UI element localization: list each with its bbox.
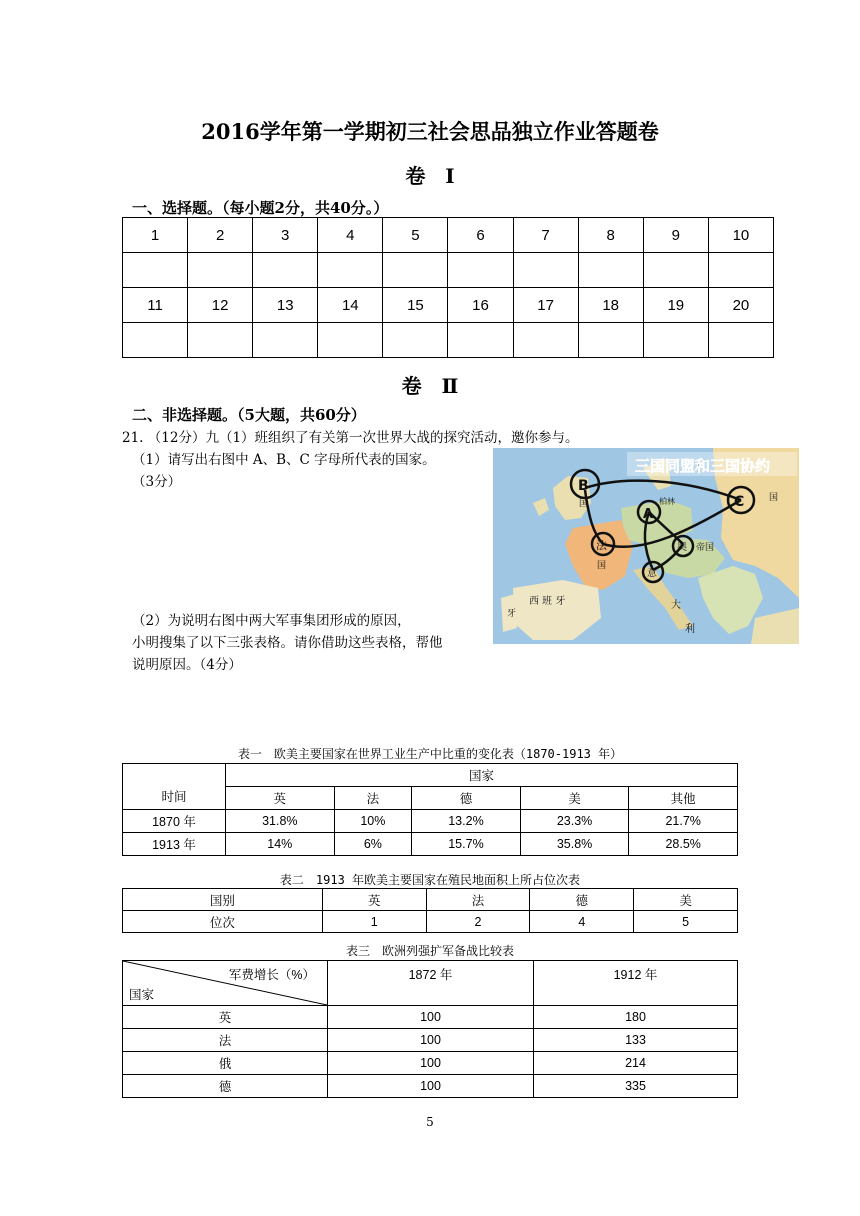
table-row: [123, 889, 738, 911]
table3: [122, 960, 738, 1098]
table-row: [123, 1052, 738, 1075]
table3-cell: 法: [123, 1029, 328, 1052]
answer-cell[interactable]: [123, 323, 188, 358]
question-21-part2-line1: （2）为说明右图中两大军事集团形成的原因，: [132, 613, 411, 629]
answer-number-row: [123, 218, 774, 253]
table3-diag-top: 军费增长（%）: [228, 968, 315, 982]
answer-cell[interactable]: [383, 323, 448, 358]
answer-number: 5: [383, 218, 448, 253]
table3-caption: 表三 欧洲列强扩军备战比较表: [345, 944, 514, 958]
answer-cell[interactable]: [643, 253, 708, 288]
table1-country: 其他: [629, 787, 738, 810]
label-spain: 西 班 牙: [529, 596, 566, 607]
answer-cell[interactable]: [448, 323, 513, 358]
table3-cell: 133: [534, 1029, 738, 1052]
table2-cell: 2: [426, 911, 530, 933]
table1-value: 23.3%: [520, 810, 629, 833]
table2-cell: 1: [322, 911, 426, 933]
section-1-heading: 一、选择题。（每小题2分，共40分。）: [132, 199, 389, 217]
answer-cell[interactable]: [513, 253, 578, 288]
map-title: 三国同盟和三国协约: [635, 457, 771, 475]
label-empire: 帝国: [696, 543, 715, 553]
table3-year: 1872 年: [328, 961, 534, 1006]
answer-blank-row: [123, 323, 774, 358]
table-row: [123, 1029, 738, 1052]
table2: [122, 888, 738, 933]
table1-value: 14%: [226, 833, 335, 856]
answer-area-part2[interactable]: [122, 680, 738, 742]
label-russia-guo: 国: [769, 493, 779, 503]
volume-1-heading: 卷 Ⅰ: [405, 164, 455, 188]
answer-cell[interactable]: [318, 323, 383, 358]
answer-cell[interactable]: [643, 323, 708, 358]
answer-cell[interactable]: [123, 253, 188, 288]
answer-cell[interactable]: [513, 323, 578, 358]
answer-cell[interactable]: [578, 323, 643, 358]
label-berlin: 柏林: [659, 497, 675, 506]
question-21-intro: 21. （12分）九（1）班组织了有关第一次世界大战的探究活动，邀你参与。: [122, 430, 579, 446]
table1-country: 德: [412, 787, 521, 810]
answer-cell[interactable]: [318, 253, 383, 288]
section-2-heading: 二、非选择题。（5大题，共60分）: [132, 406, 366, 424]
label-da: 大: [671, 600, 681, 611]
table3-cell: 德: [123, 1075, 328, 1098]
answer-cell[interactable]: [708, 253, 773, 288]
table3-cell: 100: [328, 1006, 534, 1029]
table2-cell: 位次: [123, 911, 323, 933]
table3-cell: 100: [328, 1029, 534, 1052]
table1-country: 法: [334, 787, 412, 810]
answer-number: 7: [513, 218, 578, 253]
label-ao: 奥: [677, 542, 687, 553]
answer-number: 19: [643, 288, 708, 323]
answer-number: 15: [383, 288, 448, 323]
table1-country-header: 国家: [226, 764, 738, 787]
answer-cell[interactable]: [253, 253, 318, 288]
question-21-part2-line2: 小明搜集了以下三张表格。请你借助这些表格，帮他: [132, 635, 443, 651]
table-row: [123, 833, 738, 856]
label-b: B: [578, 478, 589, 494]
answer-number: 9: [643, 218, 708, 253]
table3-cell: 180: [534, 1006, 738, 1029]
answer-cell[interactable]: [383, 253, 448, 288]
answer-number: 11: [123, 288, 188, 323]
question-21-part1: （1）请写出右图中 A、B、C 字母所代表的国家。: [132, 452, 436, 468]
table2-caption: 表二 1913 年欧美主要国家在殖民地面积上所占位次表: [279, 873, 581, 887]
answer-cell[interactable]: [708, 323, 773, 358]
page-number: 5: [426, 1115, 434, 1129]
answer-area-part1[interactable]: [132, 494, 482, 604]
table3-cell: 100: [328, 1075, 534, 1098]
label-a: A: [643, 507, 654, 522]
table-row: [123, 911, 738, 933]
answer-number-row: [123, 288, 774, 323]
table3-cell: 335: [534, 1075, 738, 1098]
table2-cell: 国别: [123, 889, 323, 911]
table2-cell: 德: [530, 889, 634, 911]
table1-value: 13.2%: [412, 810, 521, 833]
table3-cell: 100: [328, 1052, 534, 1075]
europe-map: [493, 448, 799, 644]
table1-value: 6%: [334, 833, 412, 856]
label-guo-b: 国: [579, 499, 589, 509]
table1: [122, 763, 738, 856]
table3-diagonal-header: [123, 961, 328, 1006]
table2-cell: 美: [634, 889, 738, 911]
table1-caption: 表一 欧美主要国家在世界工业生产中比重的变化表（1870-1913 年）: [237, 747, 623, 761]
table2-cell: 4: [530, 911, 634, 933]
answer-cell[interactable]: [188, 253, 253, 288]
table1-value: 28.5%: [629, 833, 738, 856]
answer-cell[interactable]: [578, 253, 643, 288]
table1-value: 31.8%: [226, 810, 335, 833]
answer-number: 12: [188, 288, 253, 323]
table1-country: 英: [226, 787, 335, 810]
answer-number: 14: [318, 288, 383, 323]
label-ya: 牙: [507, 609, 517, 619]
label-yi: 意: [647, 568, 657, 579]
table3-cell: 英: [123, 1006, 328, 1029]
answer-number: 16: [448, 288, 513, 323]
answer-number: 2: [188, 218, 253, 253]
label-fa: 法: [596, 539, 607, 552]
answer-cell[interactable]: [188, 323, 253, 358]
answer-number: 8: [578, 218, 643, 253]
table1-value: 21.7%: [629, 810, 738, 833]
label-guo-f: 国: [597, 561, 607, 571]
table2-cell: 法: [426, 889, 530, 911]
table1-year: 1870 年: [123, 810, 226, 833]
answer-number: 13: [253, 288, 318, 323]
answer-blank-row: [123, 253, 774, 288]
table-row: [123, 1006, 738, 1029]
volume-2-heading: 卷 Ⅱ: [401, 374, 459, 398]
label-c: C: [734, 494, 745, 510]
table3-cell: 俄: [123, 1052, 328, 1075]
answer-grid: [122, 217, 774, 358]
table3-diag-bottom: 国家: [129, 988, 155, 1002]
table1-value: 10%: [334, 810, 412, 833]
table2-cell: 5: [634, 911, 738, 933]
table3-year: 1912 年: [534, 961, 738, 1006]
answer-number: 4: [318, 218, 383, 253]
answer-number: 1: [123, 218, 188, 253]
table1-country: 美: [520, 787, 629, 810]
table3-cell: 214: [534, 1052, 738, 1075]
answer-number: 20: [708, 288, 773, 323]
answer-number: 10: [708, 218, 773, 253]
table1-value: 15.7%: [412, 833, 521, 856]
question-21-part2-line3: 说明原因。（4分）: [132, 657, 242, 673]
answer-number: 6: [448, 218, 513, 253]
answer-number: 17: [513, 288, 578, 323]
answer-number: 18: [578, 288, 643, 323]
answer-cell[interactable]: [448, 253, 513, 288]
alliance-map: [493, 448, 799, 644]
label-li: 利: [685, 624, 695, 635]
question-21-part1-score: （3分）: [132, 474, 182, 490]
table-row: [123, 1075, 738, 1098]
table2-cell: 英: [322, 889, 426, 911]
table1-year: 1913 年: [123, 833, 226, 856]
table1-value: 35.8%: [520, 833, 629, 856]
page-title: 2016学年第一学期初三社会思品独立作业答题卷: [201, 119, 659, 144]
table1-time-header: 时间: [123, 764, 226, 810]
table-row: [123, 810, 738, 833]
answer-number: 3: [253, 218, 318, 253]
answer-cell[interactable]: [253, 323, 318, 358]
